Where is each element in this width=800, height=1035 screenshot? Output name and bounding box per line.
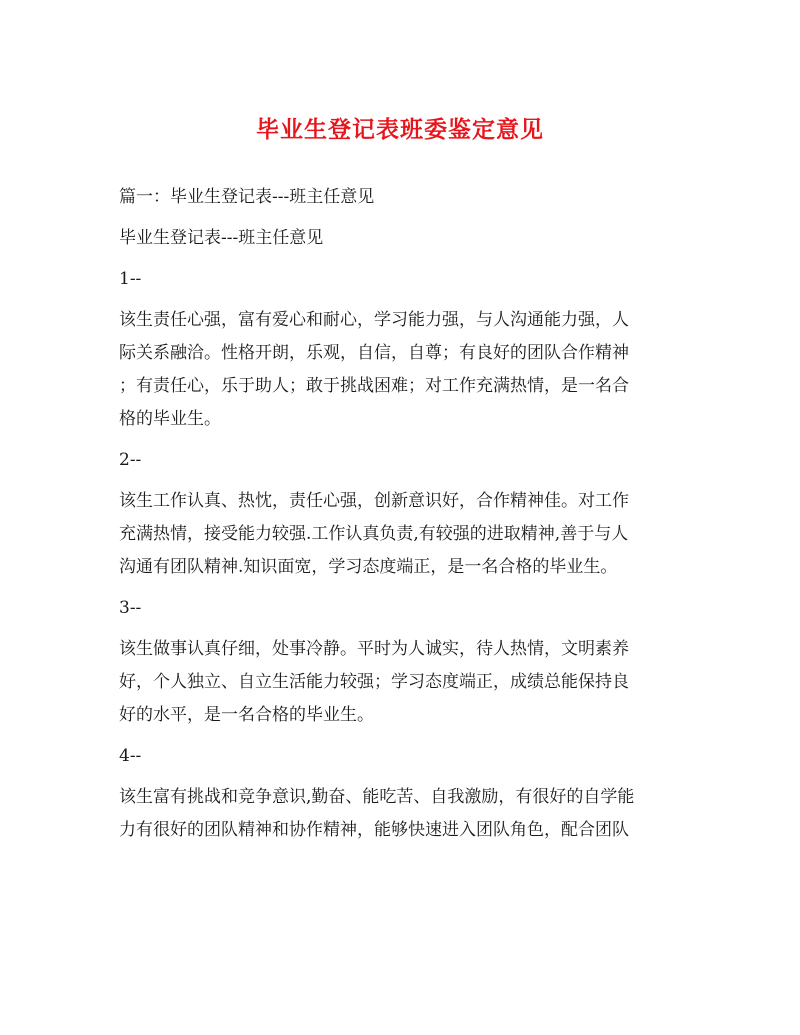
- heading-2: 毕业生登记表---班主任意见: [119, 228, 324, 248]
- paragraph-line: 好的水平，是一名合格的毕业生。: [119, 705, 374, 725]
- section-paragraph-4: [119, 781, 684, 847]
- heading-1: 篇一：毕业生登记表---班主任意见: [119, 187, 375, 207]
- section-paragraph-1: [119, 304, 684, 436]
- paragraph-line: 沟通有团队精神.知识面宽，学习态度端正，是一名合格的毕业生。: [119, 557, 618, 577]
- paragraph-line: 际关系融洽。性格开朗，乐观，自信，自尊；有良好的团队合作精神: [119, 343, 629, 363]
- document-body: [119, 181, 684, 847]
- paragraph-line: 该生富有挑战和竞争意识,勤奋、能吃苦、自我激励，有很好的自学能: [119, 787, 635, 807]
- document-title: 毕业生登记表班委鉴定意见: [256, 116, 544, 143]
- paragraph-line: 该生做事认真仔细，处事冷静。平时为人诚实，待人热情，文明素养: [119, 639, 629, 659]
- section-paragraph-3: [119, 633, 684, 732]
- paragraph-line: 该生工作认真、热忱，责任心强，创新意识好，合作精神佳。对工作: [119, 491, 629, 511]
- paragraph-line: 充满热情，接受能力较强.工作认真负责,有较强的进取精神,善于与人: [119, 524, 629, 544]
- section-number-1: 1--: [119, 269, 142, 289]
- paragraph-line: ；有责任心，乐于助人；敢于挑战困难；对工作充满热情，是一名合: [119, 376, 629, 396]
- section-number-2: 2--: [119, 450, 142, 470]
- section-paragraph-2: [119, 485, 684, 584]
- paragraph-line: 该生责任心强，富有爱心和耐心，学习能力强，与人沟通能力强，人: [119, 310, 629, 330]
- paragraph-line: 格的毕业生。: [119, 409, 221, 429]
- section-number-3: 3--: [119, 598, 142, 618]
- paragraph-line: 力有很好的团队精神和协作精神，能够快速进入团队角色，配合团队: [119, 820, 629, 840]
- paragraph-line: 好，个人独立、自立生活能力较强；学习态度端正，成绩总能保持良: [119, 672, 629, 692]
- section-number-4: 4--: [119, 746, 142, 766]
